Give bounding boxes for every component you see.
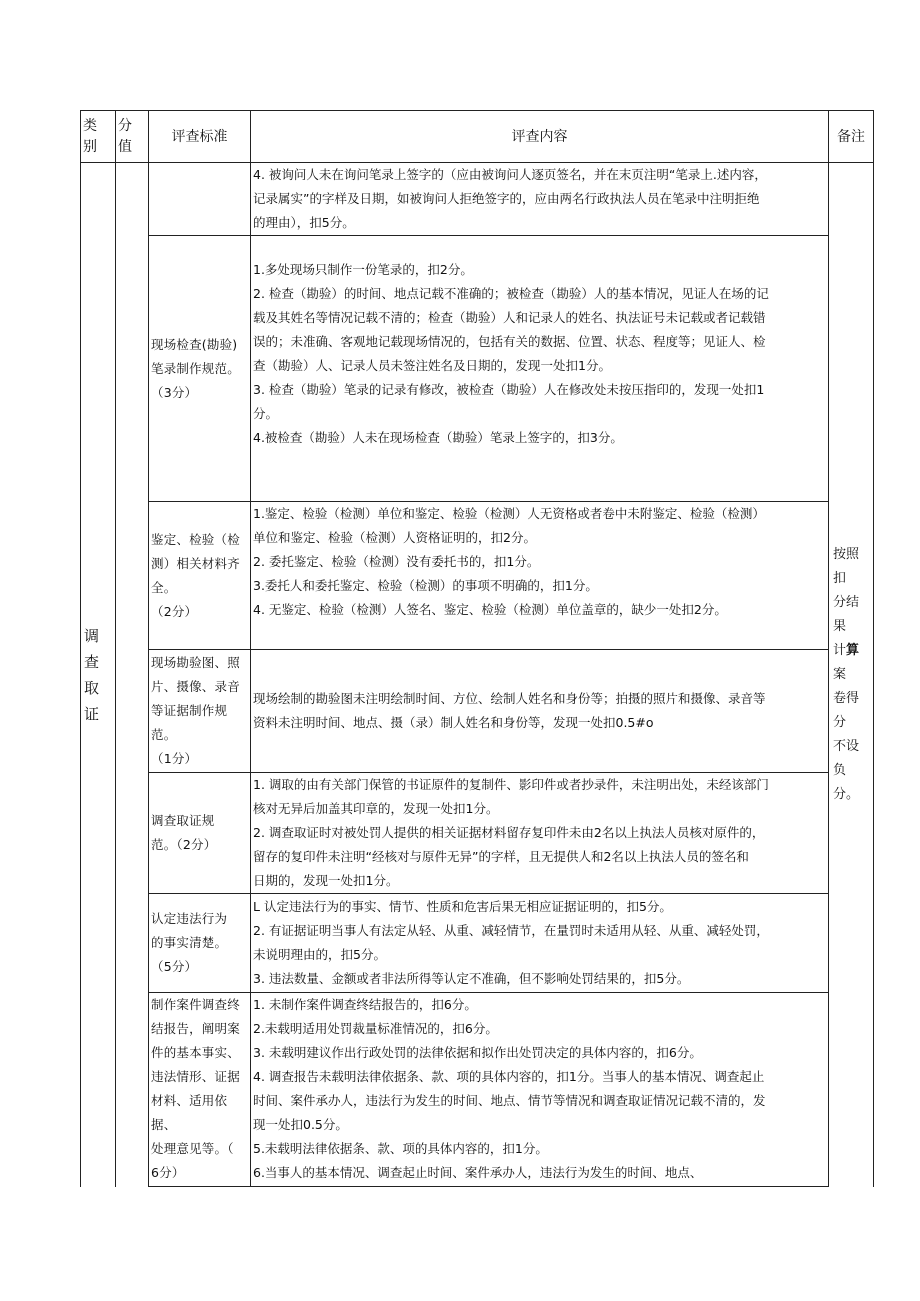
standard-line: 违法情形、证据 (151, 1069, 240, 1084)
content-line: 误的；未准确、客观地记载现场情况的，包括有关的数据、位置、状态、程度等；见证人、检 (253, 333, 766, 349)
content-cell (251, 993, 829, 1187)
standard-cell (149, 502, 251, 650)
standard-cell (149, 773, 251, 894)
standard-line: 材料、适用依据、 (151, 1093, 228, 1132)
standard-line: 认定违法行为 (151, 911, 228, 926)
content-line: 核对无异后加盖其印章的，发现一处扣1分。 (253, 801, 499, 816)
content-line: 2.未载明适用处罚裁量标准情况的，扣6分。 (253, 1021, 498, 1036)
standard-line: 范。（2分） (151, 837, 217, 852)
remark-line: 按照扣 (833, 546, 860, 586)
header-score-bottom: 值 (118, 138, 132, 155)
remark-line: 分结果 (833, 594, 860, 634)
header-category-top: 类 (83, 117, 97, 134)
content-line: L 认定违法行为的事实、情节、性质和危害后果无相应证据证明的，扣5分。 (253, 899, 672, 914)
category-line: 调查 (84, 626, 100, 671)
standard-line: （3分） (151, 384, 198, 400)
standard-line: 笔录制作规范。 (151, 360, 240, 376)
remark-line: 案 (833, 666, 847, 682)
remark-line: 算 (846, 642, 860, 658)
remark-line: 不设负 (833, 738, 860, 778)
content-line: 3. 检查（勘验）笔录的记录有修改，被检查（勘验）人在修改处未按压指印的，发现一处扣1 (253, 381, 765, 397)
content-line: 现一处扣0.5分。 (253, 1117, 348, 1132)
header-score (116, 111, 149, 163)
header-standard: 评查标准 (149, 111, 251, 163)
content-cell (251, 236, 829, 502)
category-cell (81, 163, 116, 1187)
content-line: 3.委托人和委托鉴定、检验（检测）的事项不明确的，扣1分。 (253, 578, 598, 593)
standard-line: 调查取证规 (151, 813, 215, 828)
standard-cell (149, 993, 251, 1187)
standard-line: 现场检查(勘验) (151, 336, 238, 352)
table-row (81, 236, 874, 502)
header-category (81, 111, 116, 163)
content-line: 5.未载明法律依据条、款、项的具体内容的，扣1分。 (253, 1141, 548, 1156)
content-line: 1.鉴定、检验（检测）单位和鉴定、检验（检测）人无资格或者卷中未附鉴定、检验（检测） (253, 506, 765, 521)
content-cell (251, 502, 829, 650)
review-criteria-table (80, 110, 874, 1187)
content-line: 资料未注明时间、地点、摄（录）制人姓名和身份等，发现一处扣0.5#o (253, 715, 654, 730)
standard-line: 处理意见等。（ (151, 1141, 234, 1156)
content-line: 1. 调取的由有关部门保管的书证原件的复制件、影印件或者抄录件，未注明出处，未经该部门 (253, 777, 769, 792)
standard-cell (149, 236, 251, 502)
content-cell (251, 773, 829, 894)
content-line: 单位和鉴定、检验（检测）人资格证明的，扣2分。 (253, 530, 536, 545)
table-row (81, 650, 874, 773)
table-row (81, 993, 874, 1187)
content-cell (251, 894, 829, 993)
content-line: 的理由），扣5分。 (253, 215, 355, 230)
standard-line: （1分） (151, 751, 198, 766)
content-line: 1. 未制作案件调查终结报告的，扣6分。 (253, 997, 477, 1012)
header-category-bottom: 别 (83, 138, 97, 155)
score-cell (116, 163, 149, 1187)
standard-line: 制作案件调查终 (151, 997, 240, 1012)
table-row (81, 163, 874, 236)
remark-cell (829, 163, 874, 1187)
content-line: 2. 调查取证时对被处罚人提供的相关证据材料留存复印件未由2名以上执法人员核对原件的， (253, 825, 765, 840)
standard-line: （2分） (151, 603, 198, 619)
remark-line: 计 (833, 642, 847, 658)
content-line: 留存的复印件未注明“经核对与原件无异”的字样，且无提供人和2名以上执法人员的签名和 (253, 849, 749, 864)
standard-line: 片、摄像、录音 (151, 679, 240, 694)
standard-line: 测）相关材料齐 (151, 555, 240, 571)
content-line: 载及其姓名等情况记载不清的；检查（勘验）人和记录人的姓名、执法证号未记载或者记载错 (253, 309, 766, 325)
content-line: 4. 无鉴定、检验（检测）人签名、鉴定、检验（检测）单位盖章的，缺少一处扣2分。 (253, 602, 727, 617)
standard-line: （5分） (151, 959, 198, 974)
header-content: 评查内容 (251, 111, 829, 163)
content-line: 4. 调查报告未载明法律依据条、款、项的具体内容的，扣1分。当事人的基本情况、调查起止 (253, 1069, 765, 1084)
content-line: 时间、案件承办人，违法行为发生的时间、地点、情节等情况和调查取证情况记载不清的，发 (253, 1093, 766, 1108)
standard-line: 件的基本事实、 (151, 1045, 240, 1060)
content-line: 查（勘验）人、记录人员未签注姓名及日期的，发现一处扣1分。 (253, 357, 611, 373)
standard-line: 现场勘验图、照 (151, 655, 240, 670)
table-header-row (81, 111, 874, 163)
standard-cell (149, 894, 251, 993)
standard-cell (149, 163, 251, 236)
content-line: 2. 检查（勘验）的时间、地点记载不准确的；被检查（勘验）人的基本情况，见证人在场的记 (253, 285, 769, 301)
content-line: 3. 未载明建议作出行政处罚的法律依据和拟作出处罚决定的具体内容的，扣6分。 (253, 1045, 702, 1060)
remark-line: 卷得分 (833, 690, 860, 730)
table-row (81, 773, 874, 894)
standard-line: 等证据制作规范。 (151, 703, 228, 742)
content-line: 1.多处现场只制作一份笔录的，扣2分。 (253, 261, 473, 277)
content-line: 现场绘制的勘验图未注明绘制时间、方位、绘制人姓名和身份等；拍摄的照片和摄像、录音等 (253, 691, 766, 706)
standard-line: 结报告，阐明案 (151, 1021, 240, 1036)
content-line: 分。 (253, 405, 279, 421)
content-line: 2. 有证据证明当事人有法定从轻、从重、减轻情节，在量罚时未适用从轻、从重、减轻处罚， (253, 923, 769, 938)
content-line: 4.被检查（勘验）人未在现场检查（勘验）笔录上签字的，扣3分。 (253, 429, 623, 445)
standard-cell (149, 650, 251, 773)
content-line: 日期的，发现一处扣1分。 (253, 873, 399, 888)
content-cell (251, 650, 829, 773)
standard-line: 的事实清楚。 (151, 935, 228, 950)
remark-line: 分。 (833, 786, 860, 802)
content-line: 4. 被询问人未在询问笔录上签字的（应由被询问人逐页签名，并在末页注明“笔录上.述内容， (253, 167, 767, 182)
content-cell (251, 163, 829, 236)
header-remark: 备注 (829, 111, 874, 163)
standard-line: 鉴定、检验（检 (151, 531, 240, 547)
table-row (81, 894, 874, 993)
content-line: 未说明理由的，扣5分。 (253, 947, 386, 962)
content-line: 6.当事人的基本情况、调查起止时间、案件承办人，违法行为发生的时间、地点、 (253, 1165, 703, 1180)
standard-line: 6分） (151, 1165, 185, 1180)
category-line: 取证 (84, 678, 100, 723)
table-row (81, 502, 874, 650)
content-line: 3. 违法数量、金额或者非法所得等认定不准确，但不影响处罚结果的，扣5分。 (253, 971, 690, 986)
content-line: 记录属实”的字样及日期，如被询问人拒绝签字的，应由两名行政执法人员在笔录中注明拒绝 (253, 191, 760, 206)
standard-line: 全。 (151, 579, 177, 595)
content-line: 2. 委托鉴定、检验（检测）没有委托书的，扣1分。 (253, 554, 540, 569)
header-score-top: 分 (118, 117, 132, 134)
